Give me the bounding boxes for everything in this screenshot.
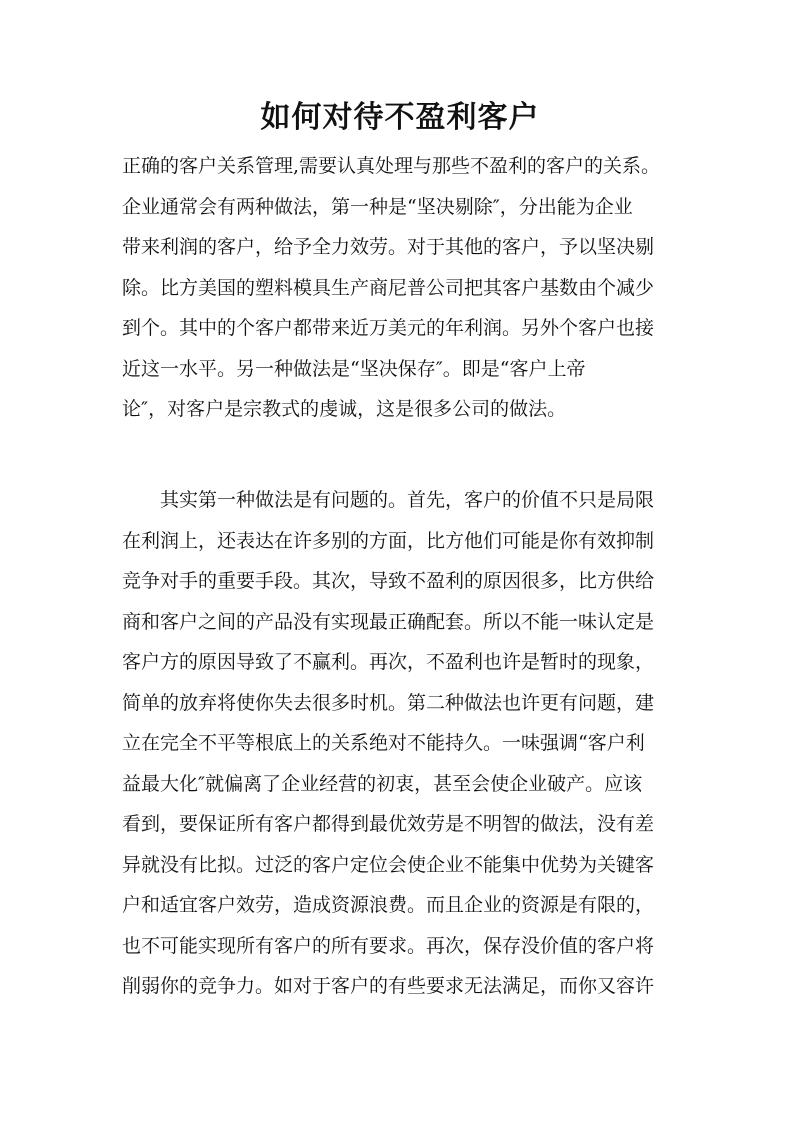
paragraph-line: 立在完全不平等根底上的关系绝对不能持久。一味强调“客户利	[122, 732, 645, 754]
paragraph-line: 削弱你的竞争力。如对于客户的有些要求无法满足，而你又容许	[122, 975, 655, 997]
paragraph-line: 近这一水平。另一种做法是“坚决保存″。即是“客户上帝	[122, 357, 586, 380]
paragraph-line: 也不可能实现所有客户的所有要求。再次，保存没价值的客户将	[122, 934, 655, 957]
paragraph-line: 简单的放弃将使你失去很多时机。第二种做法也许更有问题，建	[122, 691, 655, 714]
paragraph-line: 户和适宜客户效劳，造成资源浪费。而且企业的资源是有限的，	[122, 894, 655, 916]
paragraph-line: 到个。其中的个客户都带来近万美元的年利润。另外个客户也接	[122, 317, 655, 339]
paragraph-line: 益最大化″就偏离了企业经营的初衷，甚至会使企业破产。应该	[122, 772, 643, 795]
paragraph-line: 其实第一种做法是有问题的。首先，客户的价值不只是局限	[122, 489, 655, 511]
paragraph-line: 竞争对手的重要手段。其次，导致不盈利的原因很多，比方供给	[122, 570, 655, 592]
paragraph-line: 看到，要保证所有客户都得到最优效劳是不明智的做法，没有差	[122, 813, 655, 835]
paragraph-line: 带来利润的客户，给予全力效劳。对于其他的客户，予以坚决剔	[122, 236, 655, 258]
paragraph-line: 客户方的原因导致了不赢利。再次，不盈利也许是暂时的现象，	[122, 651, 655, 673]
paragraph-2	[122, 480, 692, 1007]
paragraph-line: 商和客户之间的产品没有实现最正确配套。所以不能一味认定是	[122, 610, 655, 633]
paragraph-line: 正确的客户关系管理,需要认真处理与那些不盈利的客户的关系。	[122, 155, 661, 177]
paragraph-1	[122, 146, 692, 430]
paragraph-line: 企业通常会有两种做法，第一种是“坚决剔除″，分出能为企业	[122, 195, 633, 218]
document-title: 如何对待不盈利客户	[260, 100, 540, 135]
paragraph-line: 在利润上，还表达在许多别的方面，比方他们可能是你有效抑制	[122, 529, 655, 552]
paragraph-line: 异就没有比拟。过泛的客户定位会使企业不能集中优势为关键客	[122, 853, 655, 876]
paragraph-line: 除。比方美国的塑料模具生产商尼普公司把其客户基数由个减少	[122, 276, 655, 299]
paragraph-line: 论″，对客户是宗教式的虔诚，这是很多公司的做法。	[122, 398, 567, 420]
